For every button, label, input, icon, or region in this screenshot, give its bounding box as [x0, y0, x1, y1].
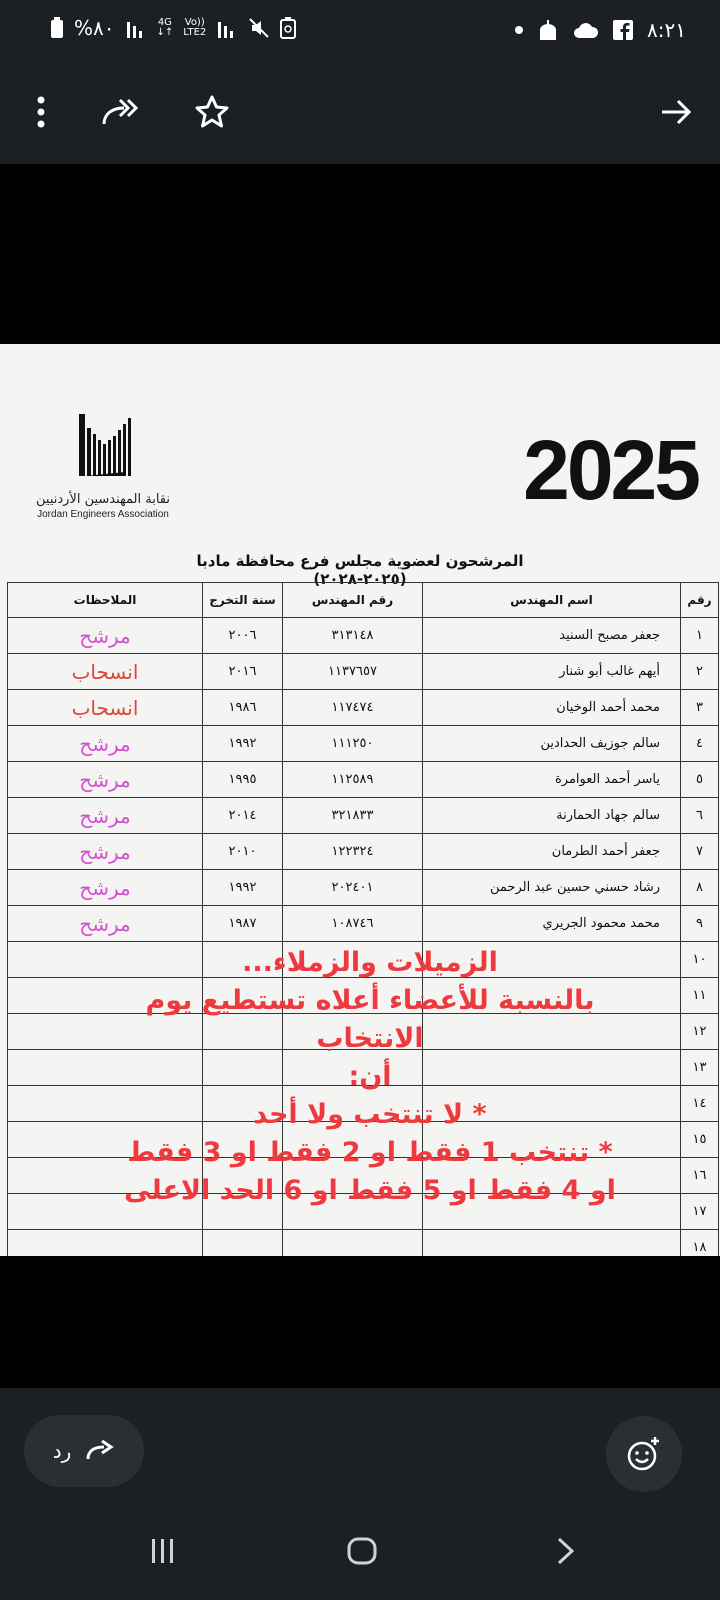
- table-row: [8, 870, 719, 906]
- row-number: ١٢: [681, 1014, 719, 1050]
- forward-double-icon[interactable]: [100, 94, 140, 130]
- engineer-name: محمد أحمد الوخيان: [423, 690, 681, 726]
- row-note: مرشح: [8, 798, 203, 834]
- battery-icon: [50, 17, 64, 39]
- arrow-right-icon[interactable]: [658, 94, 694, 130]
- document-title: المرشحون لعضوية مجلس فرع محافظة مادبا (٢٠٢٥-٢٠٢٨): [196, 552, 524, 588]
- graduation-year: [203, 1230, 283, 1257]
- engineer-number: [283, 1230, 423, 1257]
- note-line: * لا تنتخب ولا أحد: [253, 1099, 487, 1130]
- table-row: [8, 654, 719, 690]
- engineer-number: ١٢٢٣٢٤: [283, 834, 423, 870]
- reply-label: رد: [52, 1439, 72, 1463]
- table-header-row: [8, 583, 719, 618]
- table-row: [8, 1230, 719, 1257]
- row-note: مرشح: [8, 762, 203, 798]
- row-number: ١١: [681, 978, 719, 1014]
- row-number: ١٥: [681, 1122, 719, 1158]
- row-number: ١٣: [681, 1050, 719, 1086]
- graduation-year: ٢٠١٠: [203, 834, 283, 870]
- row-number: ٢: [681, 654, 719, 690]
- row-note: مرشح: [8, 870, 203, 906]
- nav-home-icon[interactable]: [346, 1536, 378, 1566]
- note-line: * تنتخب 1 فقط او 2 فقط او 3 فقط: [127, 1137, 613, 1168]
- row-note: مرشح: [8, 618, 203, 654]
- battery-text: %٨٠: [74, 16, 115, 40]
- table-row: [8, 690, 719, 726]
- row-number: ١: [681, 618, 719, 654]
- status-left: [50, 16, 296, 40]
- table-row: [8, 906, 719, 942]
- clock: ٨:٢١: [647, 18, 686, 42]
- reply-icon: [85, 1439, 115, 1463]
- year-badge: 2025: [523, 423, 698, 517]
- handwritten-note: [90, 944, 650, 1210]
- row-note: مرشح: [8, 834, 203, 870]
- row-number: ٣: [681, 690, 719, 726]
- nav-back-icon[interactable]: [554, 1536, 578, 1566]
- mute-icon: [248, 17, 270, 39]
- battery-saver-icon: [280, 17, 296, 39]
- header-eng-no: رقم المهندس: [283, 583, 423, 618]
- row-number: ١٨: [681, 1230, 719, 1257]
- star-icon[interactable]: [194, 94, 230, 130]
- engineer-number: ٣١٣١٤٨: [283, 618, 423, 654]
- table-row: [8, 762, 719, 798]
- row-number: ١٠: [681, 942, 719, 978]
- signal-icon: [125, 18, 147, 38]
- engineer-name: [423, 1230, 681, 1257]
- nav-recents-icon[interactable]: [148, 1536, 178, 1566]
- cloud-icon: [573, 21, 599, 39]
- header-grad-year: سنة التخرج: [203, 583, 283, 618]
- engineer-name: ياسر أحمد العوامرة: [423, 762, 681, 798]
- graduation-year: ١٩٩٥: [203, 762, 283, 798]
- jea-logo: [18, 414, 188, 520]
- engineer-number: ١١٧٤٧٤: [283, 690, 423, 726]
- row-number: ٤: [681, 726, 719, 762]
- engineer-number: ١١٢٥٨٩: [283, 762, 423, 798]
- row-number: ١٤: [681, 1086, 719, 1122]
- engineer-number: ٢٠٢٤٠١: [283, 870, 423, 906]
- engineer-name: أيهم غالب أبو شنار: [423, 654, 681, 690]
- add-reaction-icon: [626, 1436, 662, 1472]
- shared-image[interactable]: [0, 344, 720, 1256]
- table-row: [8, 726, 719, 762]
- logo-english-text: Jordan Engineers Association: [37, 509, 169, 520]
- note-line: بالنسبة للأعضاء أعلاه تستطيع يوم الانتخاب: [145, 985, 595, 1054]
- volte-indicator: Vo)) LTE2: [183, 17, 207, 38]
- graduation-year: ٢٠٠٦: [203, 618, 283, 654]
- table-row: [8, 798, 719, 834]
- jea-logo-mark: [63, 414, 143, 484]
- table-row: [8, 834, 719, 870]
- engineer-number: ١١١٢٥٠: [283, 726, 423, 762]
- engineer-name: سالم جهاد الحمارنة: [423, 798, 681, 834]
- graduation-year: ١٩٩٢: [203, 726, 283, 762]
- network-type: 4G ↓↑: [156, 17, 174, 38]
- row-note: [8, 1230, 203, 1257]
- header-no: رقم: [681, 583, 719, 618]
- mosque-icon: [537, 20, 559, 40]
- more-vert-icon[interactable]: [34, 94, 48, 130]
- signal-icon-2: [216, 18, 238, 38]
- row-number: ٨: [681, 870, 719, 906]
- row-number: ٩: [681, 906, 719, 942]
- row-note: انسحاب: [8, 654, 203, 690]
- status-right: [515, 18, 686, 42]
- row-number: ٥: [681, 762, 719, 798]
- reply-button[interactable]: [24, 1415, 144, 1487]
- row-note: مرشح: [8, 906, 203, 942]
- facebook-icon: [613, 20, 633, 40]
- row-note: مرشح: [8, 726, 203, 762]
- engineer-name: جعفر مصبح السنيد: [423, 618, 681, 654]
- row-note: انسحاب: [8, 690, 203, 726]
- graduation-year: ١٩٨٧: [203, 906, 283, 942]
- engineer-number: ١٠٨٧٤٦: [283, 906, 423, 942]
- row-number: ٦: [681, 798, 719, 834]
- engineer-number: ١١٣٧٦٥٧: [283, 654, 423, 690]
- header-notes: الملاحظات: [8, 583, 203, 618]
- engineer-number: ٣٢١٨٣٣: [283, 798, 423, 834]
- header-name: اسم المهندس: [423, 583, 681, 618]
- row-number: ٧: [681, 834, 719, 870]
- note-line: او 4 فقط او 5 فقط او 6 الحد الاعلى: [124, 1175, 616, 1206]
- engineer-name: جعفر أحمد الطرمان: [423, 834, 681, 870]
- top-action-bar: [0, 64, 720, 164]
- note-line: أن:: [348, 1061, 392, 1092]
- engineer-name: سالم جوزيف الحدادين: [423, 726, 681, 762]
- graduation-year: ٢٠١٦: [203, 654, 283, 690]
- table-row: [8, 618, 719, 654]
- row-number: ١٧: [681, 1194, 719, 1230]
- dot-indicator: [515, 26, 523, 34]
- engineer-name: رشاد حسني حسين عبد الرحمن: [423, 870, 681, 906]
- engineer-name: محمد محمود الجريري: [423, 906, 681, 942]
- graduation-year: ٢٠١٤: [203, 798, 283, 834]
- note-line: الزميلات والزملاء...: [242, 947, 498, 978]
- row-number: ١٦: [681, 1158, 719, 1194]
- add-reaction-button[interactable]: [606, 1416, 682, 1492]
- logo-arabic-text: نقابة المهندسين الأردنيين: [36, 492, 170, 507]
- graduation-year: ١٩٩٢: [203, 870, 283, 906]
- graduation-year: ١٩٨٦: [203, 690, 283, 726]
- status-bar: [0, 0, 720, 64]
- bottom-bar: [0, 1388, 720, 1600]
